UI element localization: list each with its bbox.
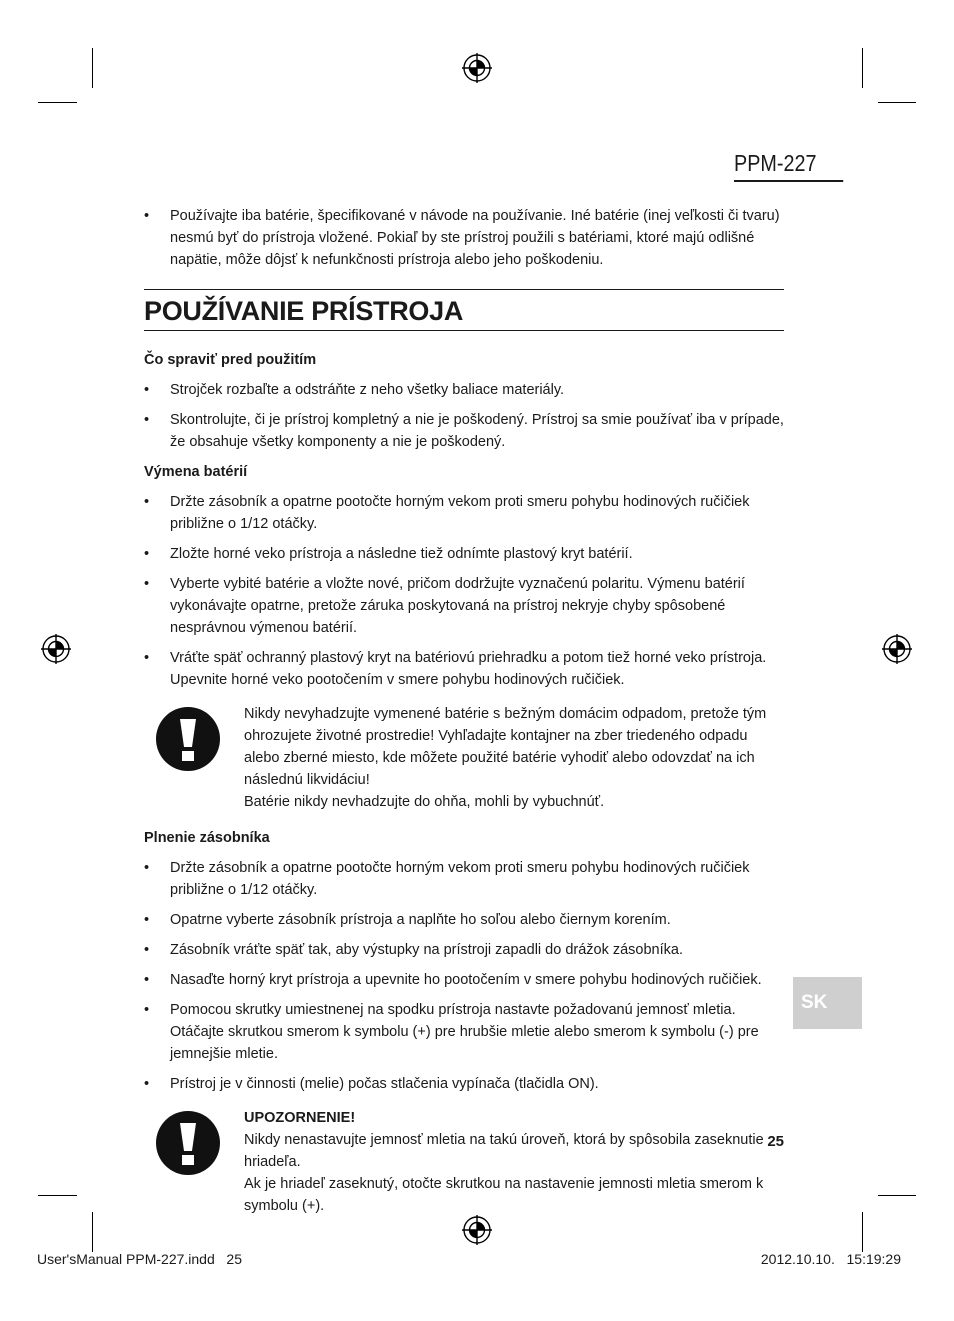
filling-list — [144, 857, 784, 1095]
list-item: • Držte zásobník a opatrne pootočte horným vekom proti smeru pohybu hodinových ručičiek približne o 1/12 otáčky. — [144, 491, 784, 535]
exclamation-warning-icon — [156, 1111, 220, 1175]
crop-mark — [862, 48, 863, 88]
crop-mark — [862, 1212, 863, 1252]
list-item: • Pomocou skrutky umiestnenej na spodku prístroja nastavte požadovanú jemnosť mletia. Otáčajte skrutkou smerom k symbolu (+) pre hrubšie mletie alebo smerom k symbolu (-) pre jemnejšie mletie. — [144, 999, 784, 1065]
note-line: Ak je hriadeľ zaseknutý, otočte skrutkou na nastavenie jemnosti mletia smerom k symbolu (+). — [244, 1176, 764, 1214]
crop-mark — [878, 102, 916, 103]
battery-list — [144, 491, 784, 691]
before-use-list — [144, 379, 784, 453]
list-item: • Vyberte vybité batérie a vložte nové, pričom dodržujte vyznačenú polaritu. Výmenu batérií vykonávajte opatrne, pretože záruka poskytovaná na prístroj nekryje chyby spôsobené nesprávnou výmenou batérií. — [144, 573, 784, 639]
battery-warning-note — [144, 703, 784, 813]
list-item: • Opatrne vyberte zásobník prístroja a naplňte ho soľou alebo čiernym korením. — [144, 909, 784, 931]
subheading-battery: Výmena batérií — [144, 464, 248, 480]
list-item: • Strojček rozbaľte a odstráňte z neho všetky baliace materiály. — [144, 379, 784, 401]
registration-mark-icon — [882, 634, 912, 664]
list-item: • Zásobník vráťte späť tak, aby výstupky na prístroji zapadli do drážok zásobníka. — [144, 939, 784, 961]
model-header: PPM-227 — [734, 150, 843, 182]
language-tab: SK — [793, 977, 862, 1029]
list-item: • Skontrolujte, či je prístroj kompletný a nie je poškodený. Prístroj sa smie používať iba v prípade, že obsahuje všetky komponenty a nie je poškodený. — [144, 409, 784, 453]
page-number: 25 — [767, 1133, 784, 1150]
registration-mark-icon — [462, 53, 492, 83]
note-line: Batérie nikdy nevhadzujte do ohňa, mohli by vybuchnúť. — [244, 794, 605, 810]
registration-mark-icon — [41, 634, 71, 664]
section-title: POUŽÍVANIE PRÍSTROJA — [144, 296, 464, 326]
note-line: Nikdy nenastavujte jemnosť mletia na takú úroveň, ktorá by spôsobila zaseknutie hriadeľa. — [244, 1132, 764, 1170]
note-text — [244, 703, 784, 813]
list-item: • Držte zásobník a opatrne pootočte horným vekom proti smeru pohybu hodinových ručičiek približne o 1/12 otáčky. — [144, 857, 784, 901]
caution-note — [144, 1107, 784, 1217]
list-item: • Vráťte späť ochranný plastový kryt na batériovú priehradku a potom tiež horné veko prístroja. Upevnite horné veko pootočením v smere pohybu hodinových ručičiek. — [144, 647, 784, 691]
section-heading-rule — [144, 289, 784, 331]
crop-mark — [92, 1212, 93, 1252]
crop-mark — [878, 1195, 916, 1196]
note-text — [244, 1107, 784, 1217]
caution-title: UPOZORNENIE! — [244, 1110, 356, 1126]
crop-mark — [38, 102, 77, 103]
page-content — [144, 205, 784, 1231]
crop-mark — [38, 1195, 77, 1196]
intro-bullet-list — [144, 205, 784, 271]
list-item: • Používajte iba batérie, špecifikované v návode na používanie. Iné batérie (inej veľkosti či tvaru) nesmú byť do prístroja vložené. Pokiaľ by ste prístroj použili s batériami, ktoré majú odlišné napätie, môže dôjsť k nefunkčnosti prístroja alebo jeho poškodeniu. — [144, 205, 784, 271]
crop-mark — [92, 48, 93, 88]
slug-file-info: User'sManual PPM-227.indd 25 — [37, 1251, 242, 1267]
list-item: • Nasaďte horný kryt prístroja a upevnite ho pootočením v smere pohybu hodinových ručičiek. — [144, 969, 784, 991]
note-line: Nikdy nevyhadzujte vymenené batérie s bežným domácim odpadom, pretože tým ohrozujete životné prostredie! Vyhľadajte kontajner na zber triedeného odpadu alebo zberné miesto, kde môžete použité batérie vyhodiť alebo odovzdať na ich následnú likvidáciu! — [244, 706, 767, 788]
subheading-filling: Plnenie zásobníka — [144, 830, 270, 846]
slug-timestamp: 2012.10.10. 15:19:29 — [760, 1251, 901, 1267]
exclamation-warning-icon — [156, 707, 220, 771]
list-item: • Zložte horné veko prístroja a následne tiež odnímte plastový kryt batérií. — [144, 543, 784, 565]
list-item: • Prístroj je v činnosti (melie) počas stlačenia vypínača (tlačidla ON). — [144, 1073, 784, 1095]
subheading-before-use: Čo spraviť pred použitím — [144, 352, 317, 368]
